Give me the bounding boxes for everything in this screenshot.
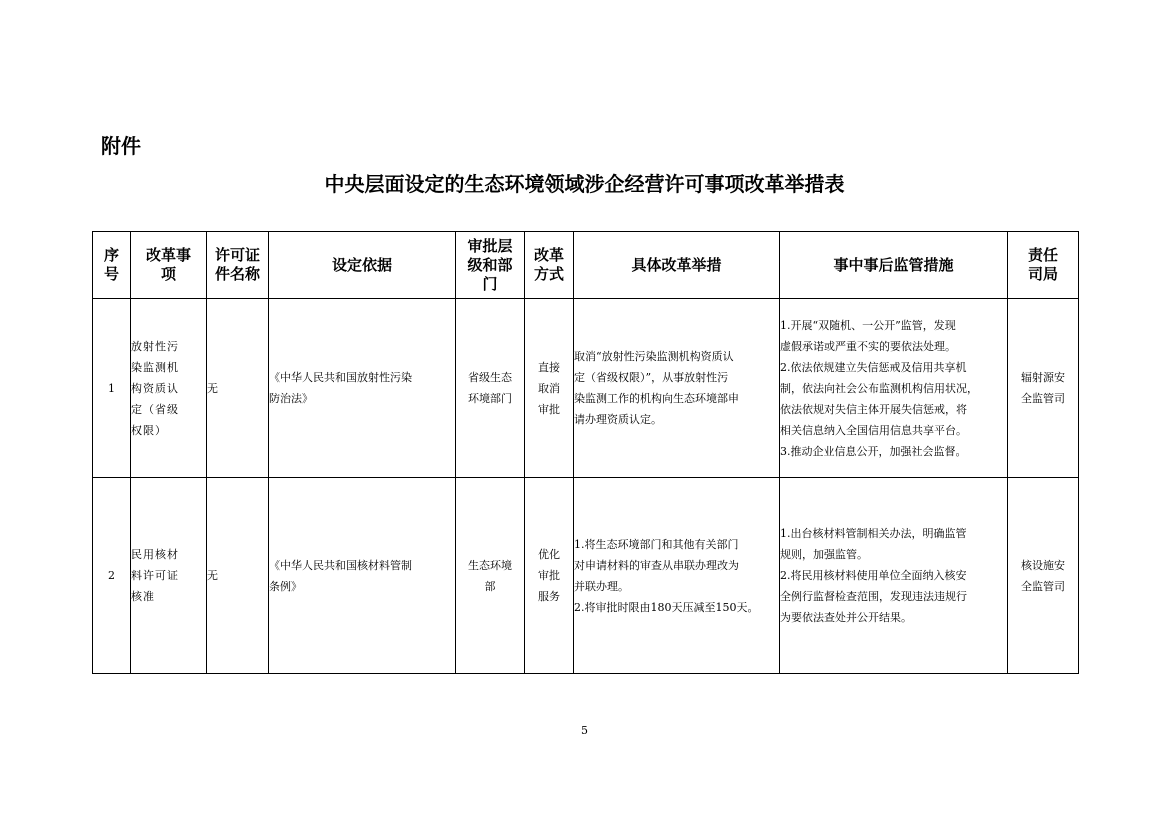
cell-responsible-dept: 核设施安 全监管司: [1008, 478, 1079, 674]
header-approval-level: 审批层 级和部 门: [456, 232, 525, 299]
cell-seq: 1: [93, 299, 131, 478]
cell-seq: 2: [93, 478, 131, 674]
table-row: [93, 478, 1079, 674]
cell-approval-level: 省级生态 环境部门: [456, 299, 525, 478]
cell-approval-level: 生态环境 部: [456, 478, 525, 674]
header-seq: 序 号: [93, 232, 131, 299]
attachment-label: 附件: [101, 134, 141, 158]
header-reform-method: 改革 方式: [525, 232, 574, 299]
cell-reform-method: 直接 取消 审批: [525, 299, 574, 478]
cell-reform-item: 民用核材 料许可证 核准: [131, 478, 207, 674]
cell-supervision: 1.开展“双随机、一公开”监管，发现 虚假承诺或严重不实的要依法处理。 2.依法依规建立失信惩戒及信用共享机 制，依法向社会公布监测机构信用状况， 依法依规对失信主体开展失信惩戒，将 相关信息纳入全国信用信息共享平台。 3.推动企业信息公开，加强社会监督。: [780, 299, 1008, 478]
header-reform-item: 改革事 项: [131, 232, 207, 299]
document-title: 中央层面设定的生态环境领域涉企经营许可事项改革举措表: [324, 172, 845, 196]
cell-license-name: 无: [207, 478, 269, 674]
cell-reform-method: 优化 审批 服务: [525, 478, 574, 674]
header-license-name: 许可证 件名称: [207, 232, 269, 299]
page-number: 5: [581, 724, 588, 737]
cell-reform-item: 放射性污 染监测机 构资质认 定（省级 权限）: [131, 299, 207, 478]
cell-license-name: 无: [207, 299, 269, 478]
cell-supervision: 1.出台核材料管制相关办法，明确监管 规则，加强监管。 2.将民用核材料使用单位全面纳入核安 全例行监督检查范围，发现违法违规行 为要依法查处并公开结果。: [780, 478, 1008, 674]
table-row: [93, 299, 1079, 478]
cell-basis: 《中华人民共和国放射性污染 防治法》: [269, 299, 456, 478]
header-supervision: 事中事后监管措施: [780, 232, 1008, 299]
header-basis: 设定依据: [269, 232, 456, 299]
header-responsible-dept: 责任 司局: [1008, 232, 1079, 299]
table-header-row: [93, 232, 1079, 299]
reform-measures-table: [92, 231, 1079, 674]
cell-specific-measures: 取消“放射性污染监测机构资质认 定（省级权限）”，从事放射性污 染监测工作的机构向生态环境部申 请办理资质认定。: [574, 299, 780, 478]
cell-specific-measures: 1.将生态环境部门和其他有关部门 对申请材料的审查从串联办理改为 并联办理。 2.将审批时限由180天压减至150天。: [574, 478, 780, 674]
cell-basis: 《中华人民共和国核材料管制 条例》: [269, 478, 456, 674]
cell-responsible-dept: 辐射源安 全监管司: [1008, 299, 1079, 478]
header-specific-measures: 具体改革举措: [574, 232, 780, 299]
